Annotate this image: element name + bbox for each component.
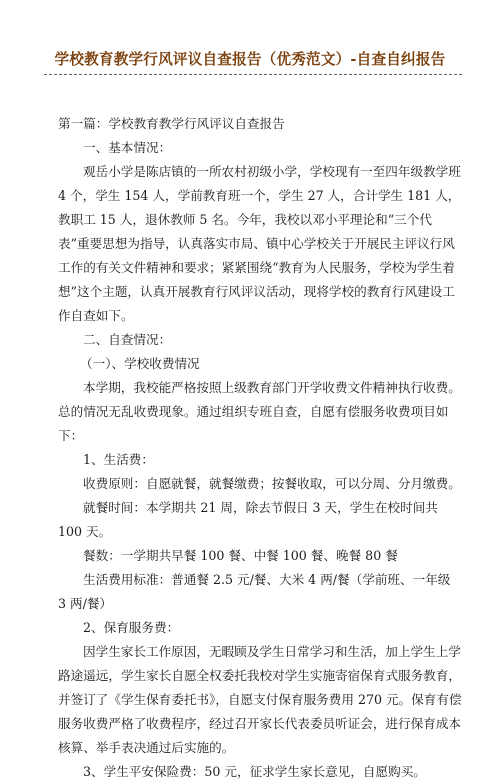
heading-basic-info: 一、基本情况： [83, 140, 172, 155]
line-fee-principle: 收费原则：自愿就餐，就餐缴费；按餐收取，可以分周、分月缴费。 [83, 476, 461, 491]
page-title: 学校教育教学行风评议自查报告（优秀范文）-自查自纠报告 [54, 51, 446, 68]
paragraph-fees: 本学期，我校能严格按照上级教育部门开学收费文件精神执行收费。总的情况无乱收费现象。通过组织专班自查，自愿有偿服务收费项目如下： [58, 380, 461, 443]
heading-living-cost: 1、生活费： [83, 452, 154, 467]
paragraph-basic-info: 观岳小学是陈店镇的一所农村初级小学，学校现有一至四年级教学班 4 个，学生 154 人，学前教育班一个，学生 27 人，合计学生 181 人，教职工 15 人，退休教师 5 名。今年，我校以邓小平理论和“三个代表”重要思想为指导，认真落实市局、镇中心学校关于开展民主评议行风工作的有关文件精神和要求；紧紧围绕“教育为人民服务，学校为学生着想”这个主题，认真开展教育行风评议活动，现将学校的教育行风建设工作自查如下。 [58, 164, 461, 323]
subheading-fees: （一）、学校收费情况 [80, 356, 200, 371]
line-meal-count: 餐数：一学期共早餐 100 餐、中餐 100 餐、晚餐 80 餐 [83, 548, 398, 563]
section-heading: 第一篇：学校教育教学行风评议自查报告 [58, 116, 285, 131]
line-fee-standard: 生活费用标准：普通餐 2.5 元/餐、大米 4 两/餐（学前班、一年级 3 两/餐） [58, 572, 451, 611]
heading-self-check: 二、自查情况： [83, 332, 172, 347]
paragraph-care-fee: 因学生家长工作原因，无暇顾及学生日常学习和生活，加上学生上学路途遥远，学生家长自愿全权委托我校对学生实施寄宿保育式服务教育，并签订了《学生保育委托书》，自愿支付保育服务费用 270 元。保育有偿服务收费严格了收费程序，经过召开家长代表委员听证会，进行保育成本核算、举手表决通过后实施的。 [58, 644, 462, 755]
document-body [58, 112, 462, 784]
line-meal-time: 就餐时间：本学期共 21 周，除去节假日 3 天，学生在校时间共 100 天。 [58, 500, 438, 539]
line-insurance: 3、学生平安保险费：50 元，征求学生家长意见，自愿购买。 [83, 764, 426, 779]
title-divider [44, 74, 462, 75]
heading-care-fee: 2、保育服务费： [83, 620, 180, 635]
